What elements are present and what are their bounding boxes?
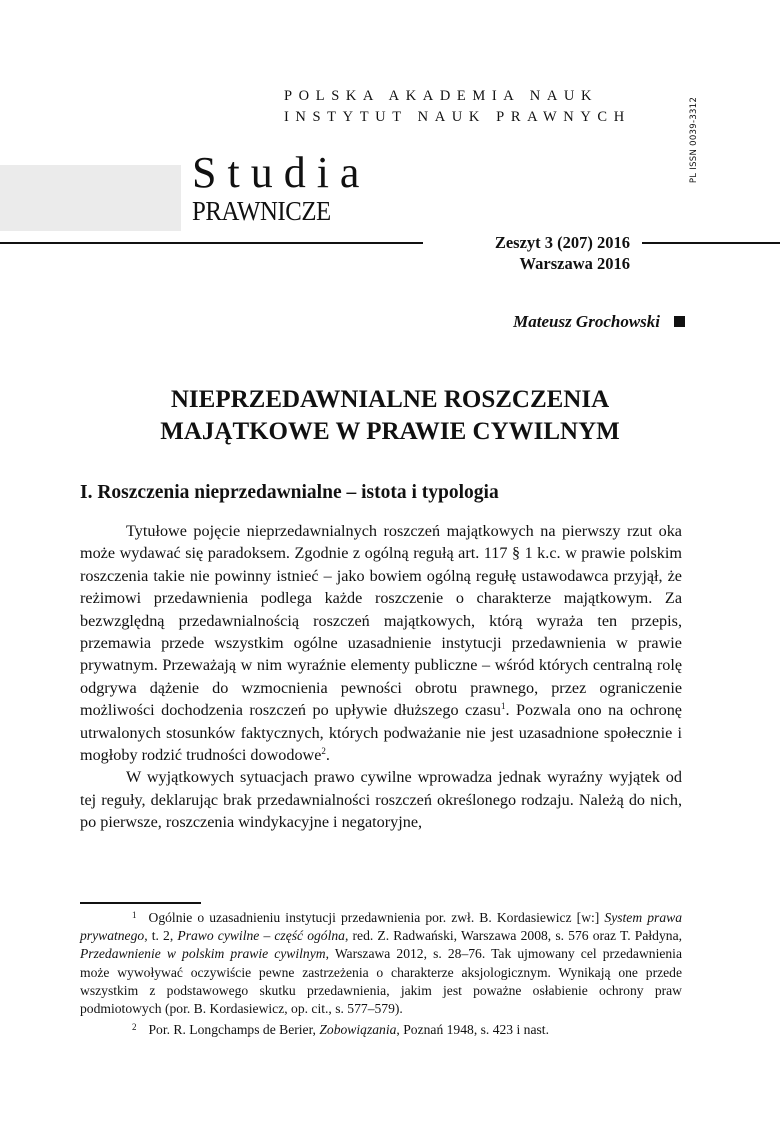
section-heading: I. Roszczenia nieprzedawnialne – istota i typologia [80,482,499,503]
footnote-text: , Poznań 1948, s. 423 i nast. [396,1022,549,1038]
footnotes [80,906,682,1039]
issue-info [432,232,630,274]
footnote-number: 2 [132,1022,137,1033]
footnote-ref-1[interactable]: 1 [500,701,506,712]
article-title [80,384,700,448]
journal-logo-block [0,165,181,231]
cited-work: Zobowiązania [319,1022,397,1038]
footnote-text: , Warszawa 2012, s. 28–76. Tak ujmowany cel przedawnienia może wywoływać oczywiście pewne zastrzeżenia o charakterze aksjologicznym. Wynikają one przede wszystkim z podstawowego skutku przedawnienia, jakim jest poważne osłabienie ochrony praw podmiotowych (por. B. Kordasiewicz, op. cit., s. 577–579). [80,946,682,1017]
paragraph-text: . [325,746,330,765]
footnote-number: 1 [132,910,137,920]
paragraph-text: Tytułowe pojęcie nieprzedawnialnych roszczeń majątkowych na pierwszy rzut oka może wydawać się paradoksem. Zgodnie z ogólną regułą art. 117 § 1 k.c. w prawie polskim roszczenia takie nie powinny istnieć – jako bowiem ogólną regułę ustawodawca przyjął, że reżimowi przedawnienia podlega każde roszczenie o charakterze majątkowym. Za bezwzględną przedawnialnością roszczeń majątkowych, którą wyraża ten przepis, przemawia przede wszystkim ogólne uzasadnienie instytucji przedawnienia w prawie prywatnym. Przeważają w nim wyraźnie elementy publiczne – wśród których centralną rolę odgrywa dążenie do wzmocnienia pewności obrotu prawnego, przez ograniczenie możliwości dochodzenia roszczeń po upływie dłuższego czasu [80,522,682,720]
journal-title: Studia [192,148,371,197]
cited-work: Prawo cywilne – część ogólna [177,928,345,944]
footnote-text: Por. R. Longchamps de Berier, [148,1022,320,1038]
issn-text: PL ISSN 0039-3312 [689,96,699,184]
cited-work: System prawa prywatnego [80,910,682,944]
footnote-text: , t. 2, [144,928,178,944]
institution-line-1: POLSKA AKADEMIA NAUK [284,88,599,104]
issn-label [687,94,701,186]
issue-number: Zeszyt 3 (207) 2016 [494,233,630,252]
article-title-line-1: NIEPRZEDAWNIALNE ROSZCZENIA [170,386,610,413]
cited-work: Przedawnienie w polskim prawie cywilnym [80,946,326,962]
header-rule-left [0,242,423,244]
institution-line-2: INSTYTUT NAUK PRAWNYCH [284,109,631,125]
black-square-icon [674,316,685,327]
footnote-ref-2[interactable]: 2 [321,746,326,757]
header-rule-right [642,242,780,244]
author-name: Mateusz Grochowski [513,312,660,331]
paragraph-text: . Pozwala ono na ochronę utrwalonych stosunków faktycznych, których podważanie nie jest uzasadnione społecznie i mogłoby rodzić trudności dowodowe [80,701,682,765]
article-title-line-2: MAJĄTKOWE W PRAWIE CYWILNYM [160,418,620,445]
footnote-text: Ogólnie o uzasadnieniu instytucji przedawnienia por. zwł. B. Kordasiewicz [w:] [148,910,605,925]
article-body [80,520,682,834]
journal-subtitle: PRAWNICZE [192,196,331,226]
footnote-separator [80,902,201,904]
paragraph [80,520,682,766]
paragraph: W wyjątkowych sytuacjach prawo cywilne wprowadza jednak wyraźny wyjątek od tej reguły, deklarując brak przedawnialności roszczeń określonego rodzaju. Należą do nich, po pierwsze, roszczenia windykacyjne i negatoryjne, [80,768,682,832]
footnote-text: , red. Z. Radwański, Warszawa 2008, s. 576 oraz T. Pałdyna, [344,928,683,944]
publisher-header [284,86,631,128]
footnote-1 [80,906,682,1018]
issue-place-year: Warszawa 2016 [519,254,630,273]
footnote-2 [80,1018,682,1039]
